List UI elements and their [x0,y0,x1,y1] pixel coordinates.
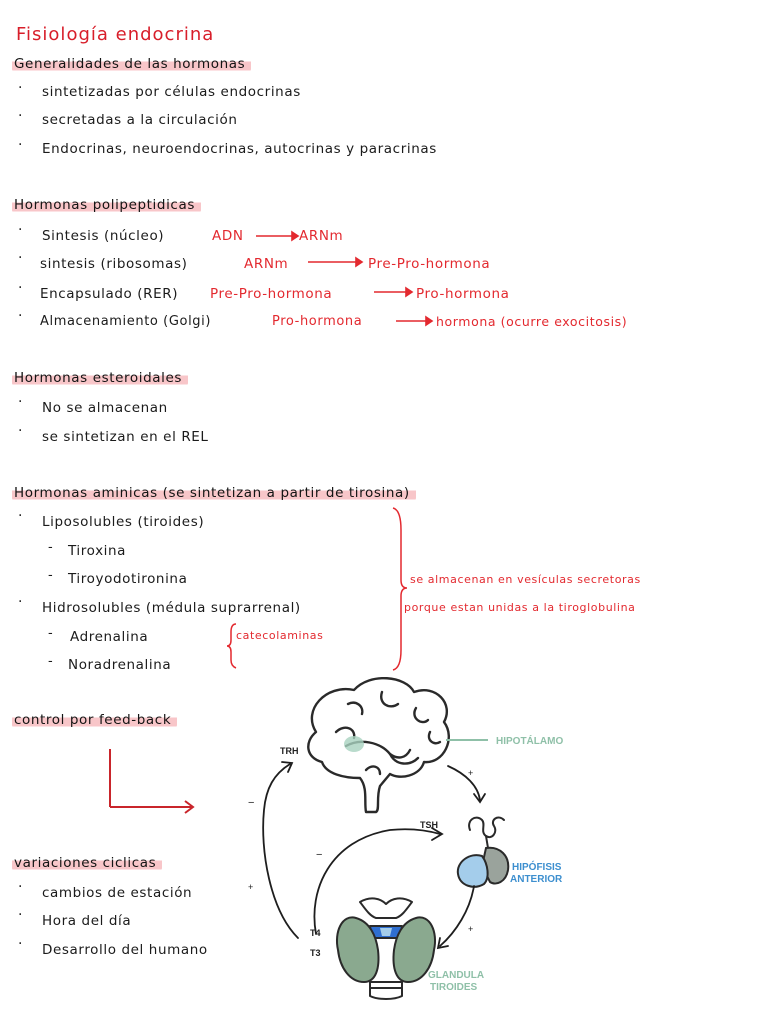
process-to: hormona (ocurre exocitosis) [436,314,628,329]
bullet: · [18,879,23,895]
t4-label: T4 [310,928,321,938]
arrow-head [356,258,362,266]
sub-item: Tiroxina [68,543,127,559]
list-item-hidrosolubles: Hidrosolubles (médula suprarrenal) [42,600,301,616]
t4-feedback-to-hypothalamus-arrow [263,764,298,938]
arrow-head [426,317,432,325]
hipofisis-label: HIPÓFISIS [512,862,562,873]
feedback-arrow [100,745,210,820]
process-from: Pre-Pro-hormona [210,286,333,302]
bullet: · [18,108,23,124]
page-title: Fisiología endocrina [16,24,215,45]
process-to: Pre-Pro-hormona [368,256,491,272]
glandula-label: GLANDULA [428,970,485,981]
process-step-label: Sintesis (núcleo) [42,228,165,244]
pituitary-anterior [458,855,488,887]
process-to: ARNm [299,228,344,244]
t3-label: T3 [310,948,321,958]
large-bracket [393,508,407,670]
thyroid-icon [337,898,435,999]
brain-icon [308,678,449,812]
sub-item: Tiroyodotironina [68,571,188,587]
minus-sign: − [248,797,255,809]
list-item: No se almacenan [42,400,168,416]
list-item: cambios de estación [42,885,193,901]
brackets [0,500,768,680]
hpt-axis-diagram [230,670,760,1020]
process-step-label: Almacenamiento (Golgi) [40,314,212,329]
dash: - [48,626,53,641]
pituitary-to-thyroid-arrow [440,886,474,946]
dash: - [48,568,53,583]
bullet: · [18,936,23,952]
storage-note: se almacenan en vesículas secretoras [410,573,641,586]
bullet: · [18,280,23,296]
process-from: ADN [212,228,244,244]
section-heading-polipeptidicas: Hormonas polipeptidicas [12,197,201,213]
trh-label: TRH [280,746,299,756]
list-item: Hora del día [42,913,132,929]
bullet: · [18,423,23,439]
process-from: ARNm [244,256,289,272]
section-heading-generalidades: Generalidades de las hormonas [12,56,251,72]
small-bracket [227,624,236,668]
section-heading-esteroidales: Hormonas esteroidales [12,370,188,386]
tsh-label: TSH [420,820,438,830]
bullet: · [18,907,23,923]
arrow-head [406,288,412,296]
bullet: · [18,594,23,610]
bullet: · [18,508,23,524]
list-item: secretadas a la circulación [42,112,238,128]
dash: - [48,654,53,669]
list-item: sintetizadas por células endocrinas [42,84,301,100]
process-step-label: sintesis (ribosomas) [40,256,188,272]
bullet: · [18,250,23,266]
dash: - [48,540,53,555]
plus-sign: + [468,924,474,934]
thyroid-cartilage [360,898,412,918]
list-item: se sintetizan en el REL [42,429,209,445]
catecolaminas-note: catecolaminas [236,629,324,642]
trachea [370,982,402,999]
anterior-label: ANTERIOR [510,874,563,885]
minus-sign: − [316,849,323,861]
tiroides-label: TIROIDES [430,982,478,993]
list-item-liposolubles: Liposolubles (tiroides) [42,514,205,530]
plus-sign: + [468,768,474,778]
process-from: Pro-hormona [272,314,363,329]
sub-item: Adrenalina [70,629,149,645]
section-heading-ciclicas: variaciones ciclicas [12,855,162,871]
bullet: · [18,222,23,238]
section-heading-feedback: control por feed-back [12,712,177,728]
process-arrows [0,0,768,340]
bullet: · [18,308,23,324]
plus-sign: + [248,882,254,892]
bullet: · [18,80,23,96]
section-heading-aminicas: Hormonas aminicas (se sintetizan a partir de tirosina) [12,485,416,501]
list-item: Endocrinas, neuroendocrinas, autocrinas y paracrinas [42,141,437,157]
process-step-label: Encapsulado (RER) [40,286,179,302]
arrow-head [292,232,298,240]
bullet: · [18,137,23,153]
hipotalamo-label: HIPOTÁLAMO [496,736,564,747]
list-item: Desarrollo del humano [42,942,208,958]
storage-note-reason: porque estan unidas a la tiroglobulina [404,601,636,614]
pituitary-icon [469,818,504,848]
hypothalamus-highlight [344,736,364,752]
sub-item: Noradrenalina [68,657,172,673]
process-to: Pro-hormona [416,286,510,302]
bullet: · [18,394,23,410]
